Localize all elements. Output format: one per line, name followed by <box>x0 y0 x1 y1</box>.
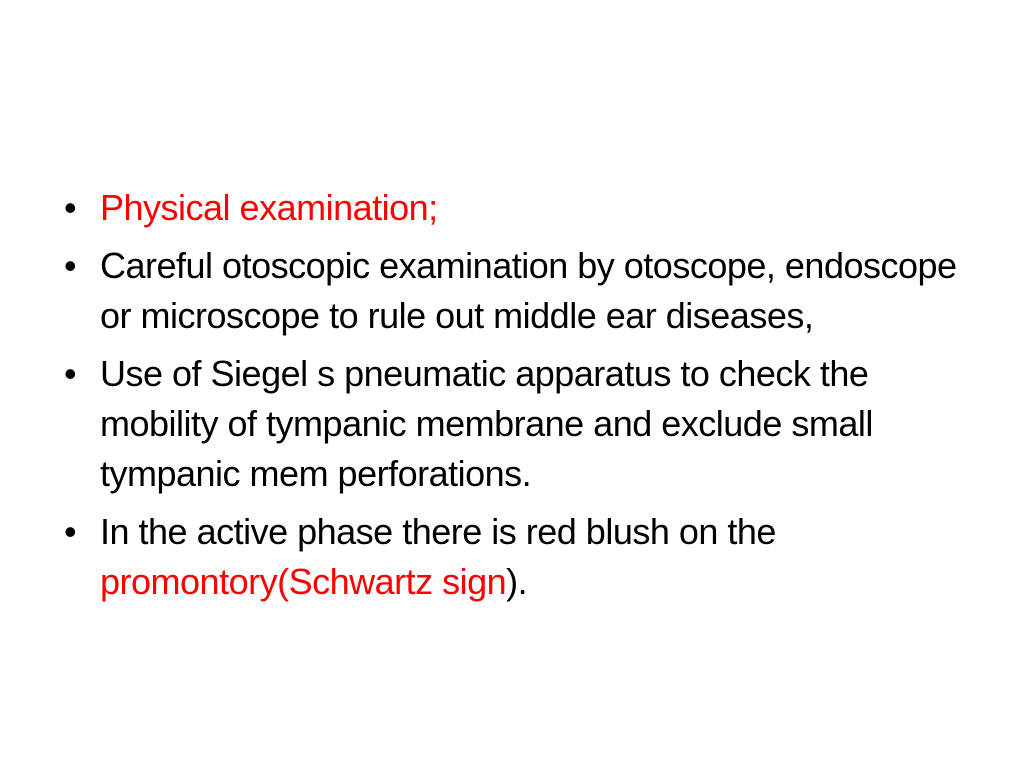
bullet-item <box>58 349 958 499</box>
bullet-list <box>58 183 958 615</box>
bullet-item <box>58 241 958 341</box>
bullet-dot-icon: • <box>63 245 77 286</box>
bullet-text: Physical examination; <box>100 187 438 228</box>
bullet-item <box>58 507 958 607</box>
bullet-item <box>58 183 958 233</box>
bullet-text-highlight: promontory(Schwartz sign <box>100 561 507 602</box>
bullet-text-suffix: ). <box>506 561 528 602</box>
bullet-dot-icon: • <box>63 187 77 228</box>
bullet-text: Careful otoscopic examination by otoscope, endoscope or microscope to rule out middle ear diseases, <box>100 245 957 336</box>
bullet-dot-icon: • <box>63 511 77 552</box>
bullet-dot-icon: • <box>63 353 77 394</box>
bullet-text: Use of Siegel s pneumatic apparatus to check the mobility of tympanic membrane and exclude small tympanic mem perforations. <box>100 353 873 494</box>
bullet-text-prefix: In the active phase there is red blush on the <box>100 511 776 552</box>
